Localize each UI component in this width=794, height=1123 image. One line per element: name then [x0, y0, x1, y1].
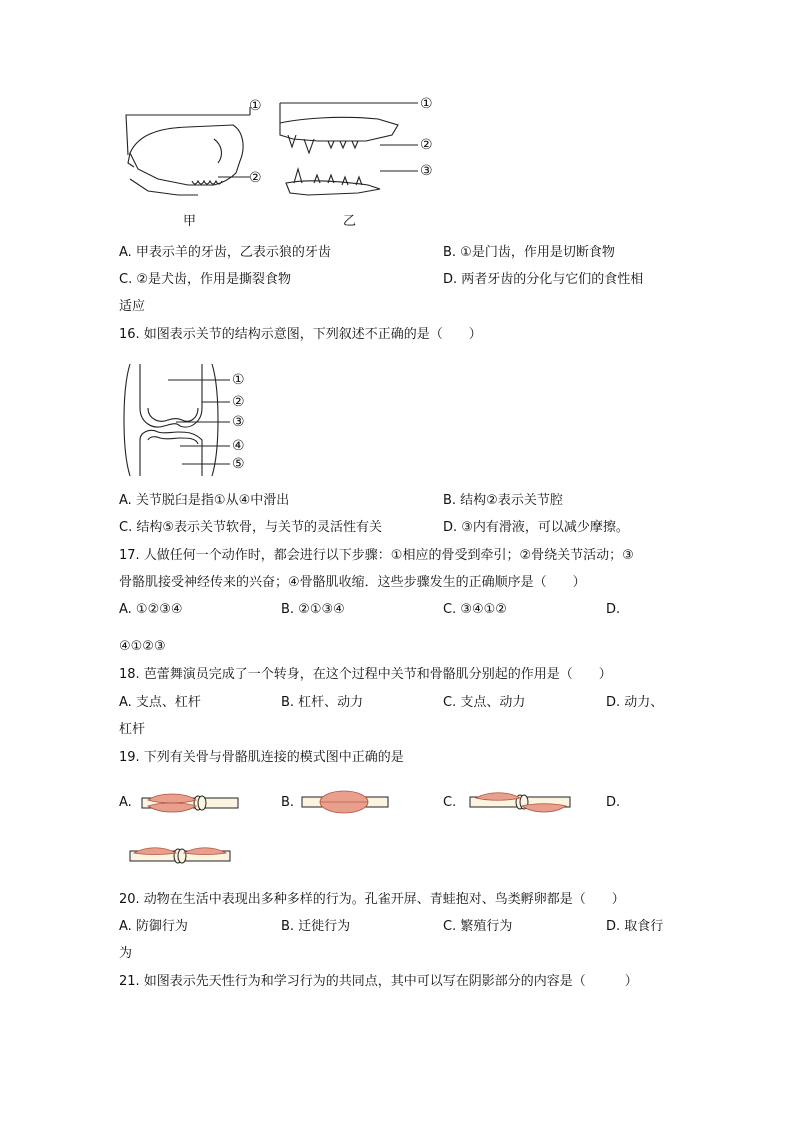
muscle-bone-diagram-b	[300, 788, 390, 816]
option-a: A. 关节脱臼是指①从④中滑出	[119, 493, 290, 508]
option-c: C. 结构⑤表示关节软骨，与关节的灵活性有关	[119, 520, 382, 535]
option-b: B. 结构②表示关节腔	[443, 493, 563, 508]
question-stem: 19. 下列有关骨与骨骼肌连接的模式图中正确的是	[119, 750, 404, 765]
figure-label-3: ③	[420, 163, 433, 179]
muscle-bone-diagram-d	[128, 842, 232, 870]
figure-label-5: ⑤	[232, 456, 245, 472]
figure-label-2: ②	[249, 170, 262, 186]
option-b-label: B.	[281, 795, 295, 810]
option-c: C. 繁殖行为	[443, 919, 513, 934]
wolf-skull-drawing	[280, 103, 418, 195]
option-a-label: A.	[119, 795, 132, 810]
question-stem-continued: 骨骼肌接受神经传来的兴奋；④骨骼肌收缩．这些步骤发生的正确顺序是（ ）	[119, 575, 586, 590]
option-d: D. 取食行	[606, 919, 664, 934]
question-stem: 16. 如图表示关节的结构示意图，下列叙述不正确的是（ ）	[119, 327, 482, 342]
option-a: A. 支点、杠杆	[119, 695, 201, 710]
option-d: D. 动力、	[606, 695, 664, 710]
option-a: A. 防御行为	[119, 919, 188, 934]
option-b: B. ②①③④	[281, 602, 345, 617]
option-d-label: D.	[606, 795, 621, 810]
question-stem: 18. 芭蕾舞演员完成了一个转身，在这个过程中关节和骨骼肌分别起的作用是（ ）	[119, 667, 612, 682]
option-a: A. ①②③④	[119, 602, 183, 617]
option-d-continued: 为	[119, 946, 133, 961]
figure-label-1: ①	[249, 98, 262, 114]
figure-caption: 甲	[183, 214, 197, 229]
skull-figure	[118, 95, 448, 235]
option-d-continued: 杠杆	[119, 722, 146, 737]
option-d-value: ④①②③	[119, 639, 166, 654]
option-d: D. ③内有滑液，可以减少摩擦。	[443, 520, 629, 535]
question-stem: 21. 如图表示先天性行为和学习行为的共同点，其中可以写在阴影部分的内容是（ ）	[119, 974, 638, 989]
option-c: C. 支点、动力	[443, 695, 526, 710]
figure-label-1: ①	[232, 372, 245, 388]
option-d-label: D.	[606, 602, 621, 617]
sheep-skull-drawing	[126, 107, 250, 195]
muscle-bone-diagram-a	[140, 790, 240, 816]
option-c: C. ③④①②	[443, 602, 507, 617]
option-b: B. 迁徙行为	[281, 919, 351, 934]
question-stem: 20. 动物在生活中表现出多种多样的行为。孔雀开屏、青蛙抱对、鸟类孵卵都是（ ）	[119, 892, 625, 907]
option-c: C. ②是犬齿，作用是撕裂食物	[119, 272, 291, 287]
joint-figure	[118, 360, 238, 480]
option-a: A. 甲表示羊的牙齿，乙表示狼的牙齿	[119, 245, 331, 260]
option-b: B. 杠杆、动力	[281, 695, 364, 710]
option-d-continued: 适应	[119, 299, 146, 314]
figure-caption: 乙	[343, 214, 357, 229]
option-d: D. 两者牙齿的分化与它们的食性相	[443, 272, 644, 287]
question-stem: 17. 人做任何一个动作时，都会进行以下步骤：①相应的骨受到牵引；②骨绕关节活动；③	[119, 548, 634, 563]
option-b: B. ①是门齿，作用是切断食物	[443, 245, 615, 260]
figure-label-1: ①	[420, 96, 433, 112]
option-c-label: C.	[443, 795, 457, 810]
figure-label-2: ②	[420, 137, 433, 153]
figure-label-3: ③	[232, 414, 245, 430]
figure-label-2: ②	[232, 394, 245, 410]
figure-label-4: ④	[232, 438, 245, 454]
muscle-bone-diagram-c	[468, 788, 572, 816]
